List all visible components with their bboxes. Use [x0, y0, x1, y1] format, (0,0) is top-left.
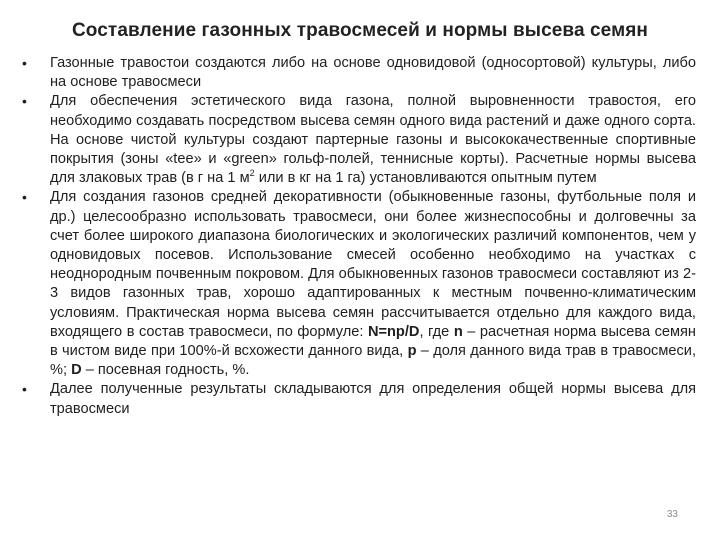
bullet-item	[22, 54, 696, 92]
formula: N=np/D	[367, 323, 420, 340]
bullet-text: или в кг на 1 га) установливаются опытным путем	[254, 170, 597, 187]
bullet-text: Для обеспечения эстетического вида газона, полной выровненности травостоя, его необходимо создавать посредством высева семян одного вида растений и даже одного сорта. На основе чистой культуры создают партерные газоны и высококачественные спортивные покрытия (зоны «tee» и «green» гольф-полей, теннисные корты). Расчетные нормы высева для злаковых трав (в г на 1 м	[50, 93, 696, 187]
formula-var-d: D	[71, 362, 82, 379]
formula-var-n: n	[453, 323, 463, 340]
bullet-dot: •	[22, 189, 27, 206]
bullet-text: Для создания газонов средней декоративности (обыкновенные газоны, футбольные поля и др.) целесообразно использовать травосмеси, они более жизнеспособны и долговечны за счет более широкого диапазона биологических и экологических различий компонентов, чем у одновидовых посевов. Использование смесей особенно необходимо на участках с неоднородным почвенным покровом. Для обыкновенных газонов травосмеси составляют из 2-3 видов газонных трав, хорошо адаптированных к местным почвенно-климатическим условиям. Практическая норма высева семян рассчитывается отдельно для каждого вида, входящего в состав травосмеси, по формуле:	[50, 189, 696, 340]
bullet-list	[22, 54, 696, 419]
bullet-text: Далее полученные результаты складываются для определения общей нормы высева для травосмеси	[50, 381, 696, 417]
bullet-dot: •	[22, 55, 27, 71]
bullet-text: – расчетная норма высева семян в чистом виде при 100%-й всхожести данного вида,	[50, 323, 696, 360]
formula-var-p: p	[407, 343, 417, 360]
page-number: 33	[666, 509, 678, 520]
bullet-text: Газонные травостои создаются либо на основе одновидовой (односортовой) культуры, либо на основе травосмеси	[50, 55, 696, 91]
bullet-dot: •	[22, 93, 27, 110]
bullet-text: , где	[419, 323, 454, 340]
bullet-item	[22, 92, 696, 188]
bullet-item	[22, 188, 696, 380]
bullet-item	[22, 380, 696, 418]
bullet-dot: •	[22, 381, 27, 398]
bullet-text: – доля данного вида трав в травосмеси, %;	[50, 343, 697, 379]
slide-title: Составление газонных травосмесей и нормы высева семян	[71, 20, 648, 41]
bullet-text: – посевная годность, %.	[81, 362, 250, 379]
superscript: 2	[249, 168, 255, 179]
